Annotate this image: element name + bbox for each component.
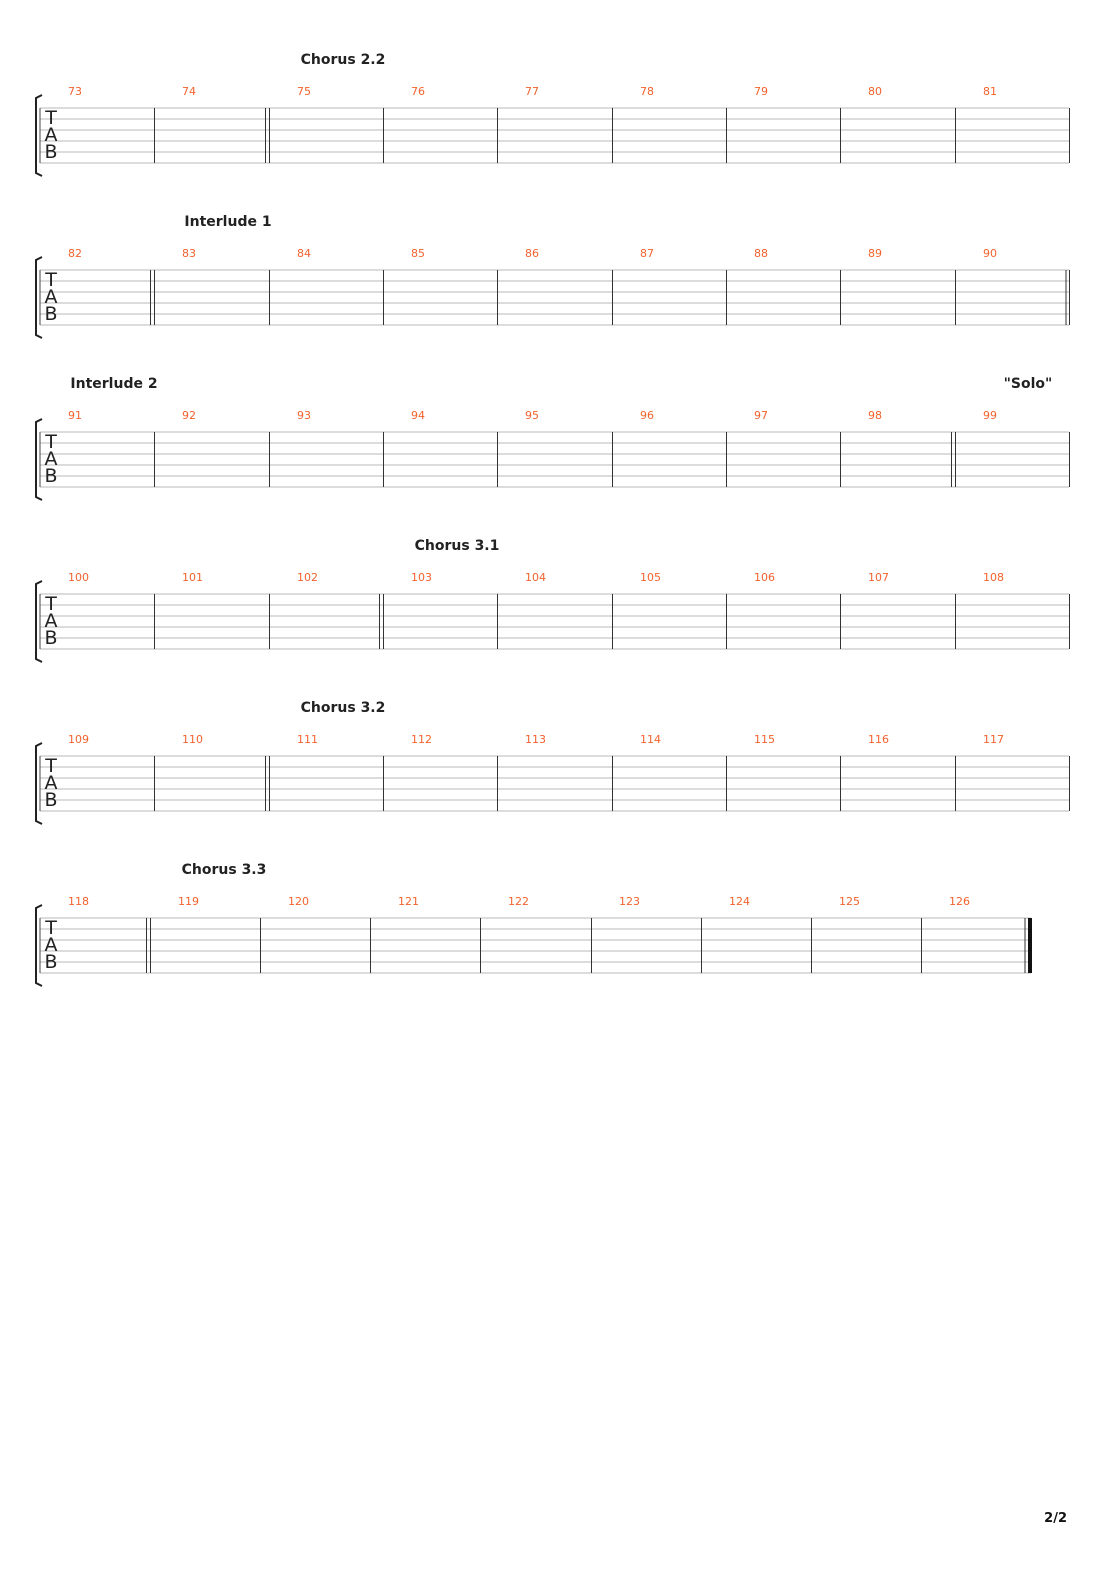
section-label: "Solo" — [1003, 376, 1053, 392]
measure-number: 122 — [508, 895, 529, 908]
tab-clef-letter: B — [44, 627, 58, 649]
measure-number: 94 — [411, 409, 425, 422]
tab-clef-letter: T — [45, 755, 57, 777]
measure-number: 78 — [640, 85, 654, 98]
measure-number: 107 — [868, 571, 889, 584]
measure-number: 98 — [868, 409, 882, 422]
measure-number: 85 — [411, 247, 425, 260]
measure-number: 118 — [68, 895, 89, 908]
measure-number: 89 — [868, 247, 882, 260]
measure-number: 109 — [68, 733, 89, 746]
system-bracket — [36, 581, 42, 662]
tab-clef-letter: B — [44, 141, 58, 163]
measure-number: 115 — [754, 733, 775, 746]
measure-number: 114 — [640, 733, 661, 746]
tab-clef-letter: T — [45, 431, 57, 453]
measure-number: 92 — [182, 409, 196, 422]
tab-clef-letter: A — [44, 934, 58, 956]
staff-system — [0, 862, 1110, 1024]
measure-number: 95 — [525, 409, 539, 422]
section-label: Chorus 3.1 — [414, 538, 500, 554]
measure-number: 124 — [729, 895, 750, 908]
measure-number: 86 — [525, 247, 539, 260]
measure-number: 97 — [754, 409, 768, 422]
measure-number: 87 — [640, 247, 654, 260]
system-bracket — [36, 905, 42, 986]
section-label: Chorus 3.3 — [181, 862, 267, 878]
measure-number: 110 — [182, 733, 203, 746]
tab-clef-letter: A — [44, 124, 58, 146]
measure-number: 105 — [640, 571, 661, 584]
section-label: Chorus 3.2 — [300, 700, 386, 716]
tab-staff — [0, 700, 1110, 862]
system-bracket — [36, 95, 42, 176]
measure-number: 108 — [983, 571, 1004, 584]
measure-number: 102 — [297, 571, 318, 584]
measure-number: 74 — [182, 85, 196, 98]
measure-number: 125 — [839, 895, 860, 908]
staff-system — [0, 52, 1110, 214]
measure-number: 81 — [983, 85, 997, 98]
measure-number: 104 — [525, 571, 546, 584]
staff-system — [0, 214, 1110, 376]
tab-clef-letter: B — [44, 789, 58, 811]
staff-system — [0, 538, 1110, 700]
measure-number: 119 — [178, 895, 199, 908]
measure-number: 79 — [754, 85, 768, 98]
tab-clef-letter: A — [44, 610, 58, 632]
system-bracket — [36, 257, 42, 338]
page-number: 2/2 — [1044, 1511, 1067, 1526]
measure-number: 96 — [640, 409, 654, 422]
measure-number: 126 — [949, 895, 970, 908]
measure-number: 120 — [288, 895, 309, 908]
tab-staff — [0, 538, 1110, 700]
tab-clef-letter: T — [45, 917, 57, 939]
section-label: Interlude 1 — [184, 214, 272, 230]
tab-staff — [0, 52, 1110, 214]
measure-number: 76 — [411, 85, 425, 98]
measure-number: 93 — [297, 409, 311, 422]
measure-number: 73 — [68, 85, 82, 98]
tab-clef-letter: A — [44, 772, 58, 794]
measure-number: 111 — [297, 733, 318, 746]
measure-number: 101 — [182, 571, 203, 584]
tab-staff — [0, 862, 1110, 1024]
measure-number: 103 — [411, 571, 432, 584]
tab-staff — [0, 214, 1110, 376]
tab-clef-letter: A — [44, 286, 58, 308]
staff-system — [0, 700, 1110, 862]
measure-number: 112 — [411, 733, 432, 746]
tab-clef-letter: T — [45, 269, 57, 291]
measure-number: 80 — [868, 85, 882, 98]
measure-number: 77 — [525, 85, 539, 98]
measure-number: 84 — [297, 247, 311, 260]
measure-number: 106 — [754, 571, 775, 584]
tab-clef-letter: B — [44, 465, 58, 487]
measure-number: 82 — [68, 247, 82, 260]
tab-clef-letter: B — [44, 303, 58, 325]
section-label: Chorus 2.2 — [300, 52, 386, 68]
measure-number: 100 — [68, 571, 89, 584]
staff-system — [0, 376, 1110, 538]
measure-number: 75 — [297, 85, 311, 98]
measure-number: 90 — [983, 247, 997, 260]
section-label: Interlude 2 — [70, 376, 158, 392]
measure-number: 116 — [868, 733, 889, 746]
measure-number: 117 — [983, 733, 1004, 746]
tab-clef-letter: B — [44, 951, 58, 973]
measure-number: 121 — [398, 895, 419, 908]
tab-clef-letter: A — [44, 448, 58, 470]
measure-number: 83 — [182, 247, 196, 260]
measure-number: 113 — [525, 733, 546, 746]
system-bracket — [36, 743, 42, 824]
measure-number: 123 — [619, 895, 640, 908]
tab-clef-letter: T — [45, 107, 57, 129]
system-bracket — [36, 419, 42, 500]
tab-staff — [0, 376, 1110, 538]
measure-number: 88 — [754, 247, 768, 260]
measure-number: 91 — [68, 409, 82, 422]
tab-clef-letter: T — [45, 593, 57, 615]
final-barline-thick — [1028, 918, 1032, 973]
measure-number: 99 — [983, 409, 997, 422]
